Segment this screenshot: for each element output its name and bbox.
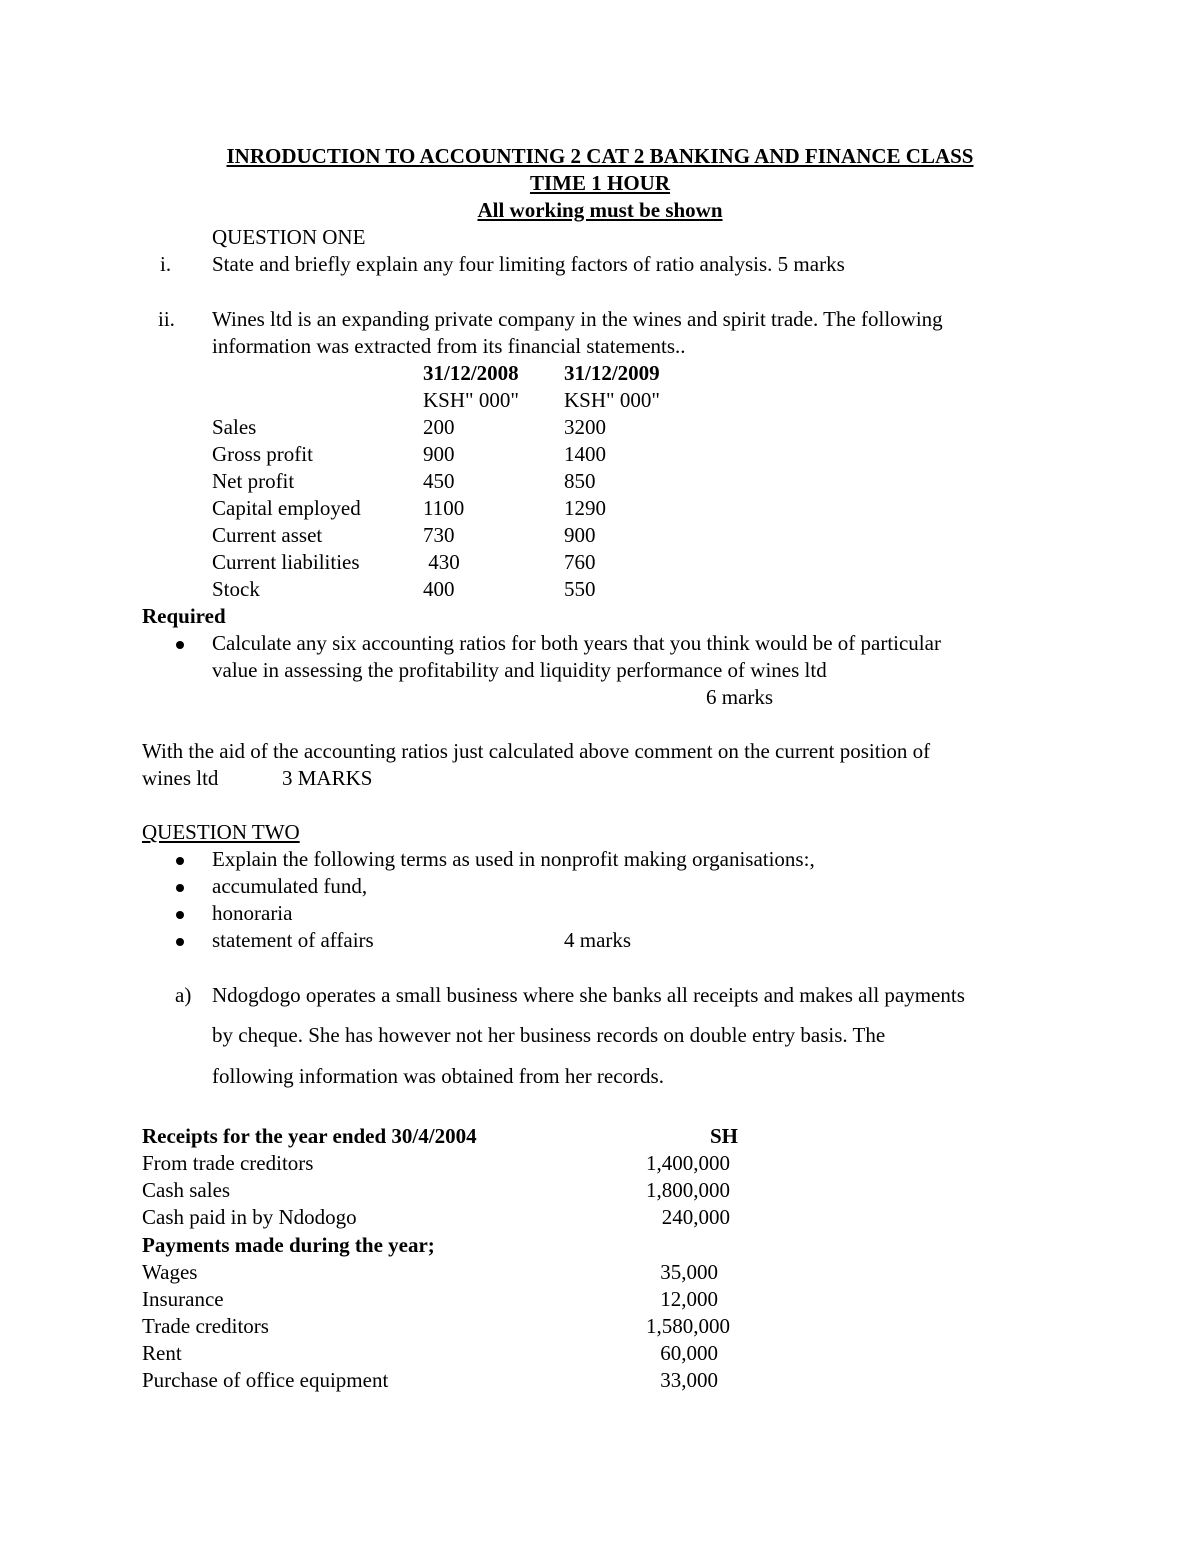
- part-a-line3: following information was obtained from her records.: [212, 1064, 664, 1088]
- row-value-2008: 400: [423, 577, 455, 601]
- row-value-2009: 550: [564, 577, 596, 601]
- row-value-2008: 730: [423, 523, 455, 547]
- payment-label: Wages: [142, 1260, 198, 1284]
- required-line1: Calculate any six accounting ratios for both years that you think would be of particular: [212, 631, 941, 655]
- part-a-line1: Ndogdogo operates a small business where she banks all receipts and makes all payments: [212, 983, 965, 1007]
- item-number-ii: ii.: [158, 307, 175, 331]
- row-label: Capital employed: [212, 496, 361, 520]
- payment-amount: 12,000: [660, 1287, 718, 1311]
- list-item: accumulated fund,: [212, 874, 368, 898]
- row-value-2009: 760: [564, 550, 596, 574]
- receipt-label: From trade creditors: [142, 1151, 314, 1175]
- question-one-part-ii-line2: information was extracted from its financial statements..: [212, 334, 686, 358]
- bullet-icon: [176, 857, 184, 865]
- payment-label: Insurance: [142, 1287, 224, 1311]
- list-item: honoraria: [212, 901, 293, 925]
- payment-label: Rent: [142, 1341, 182, 1365]
- bullet-icon: [176, 911, 184, 919]
- row-value-2009: 3200: [564, 415, 606, 439]
- required-heading: Required: [142, 604, 226, 628]
- row-value-2009: 1290: [564, 496, 606, 520]
- column-header-2008: 31/12/2008: [423, 361, 519, 385]
- column-header-2009: 31/12/2009: [564, 361, 660, 385]
- row-value-2008: 900: [423, 442, 455, 466]
- receipt-amount: 1,400,000: [646, 1151, 730, 1175]
- part-a-label: a): [175, 983, 192, 1007]
- row-label: Net profit: [212, 469, 295, 493]
- list-item: Explain the following terms as used in nonprofit making organisations:,: [212, 847, 815, 871]
- item-number-i: i.: [160, 252, 172, 276]
- part-a-line2: by cheque. She has however not her business records on double entry basis. The: [212, 1023, 886, 1047]
- receipt-label: Cash paid in by Ndodogo: [142, 1205, 357, 1229]
- row-value-2008: 430: [423, 550, 460, 574]
- question-one-part-ii-line1: Wines ltd is an expanding private company in the wines and spirit trade. The following: [212, 307, 943, 331]
- comment-line1: With the aid of the accounting ratios just calculated above comment on the current position of: [142, 739, 931, 763]
- row-label: Current asset: [212, 523, 323, 547]
- comment-marks: 3 MARKS: [282, 766, 373, 790]
- instruction: All working must be shown: [477, 198, 723, 222]
- payments-heading: Payments made during the year;: [142, 1233, 435, 1257]
- required-marks: 6 marks: [706, 685, 774, 709]
- row-label: Sales: [212, 415, 257, 439]
- payment-amount: 60,000: [660, 1341, 718, 1365]
- currency-header: SH: [709, 1124, 738, 1148]
- column-unit-2009: KSH" 000": [564, 388, 660, 412]
- payment-amount: 33,000: [660, 1368, 718, 1392]
- receipt-label: Cash sales: [142, 1178, 231, 1202]
- row-value-2008: 450: [423, 469, 455, 493]
- question-one-heading: QUESTION ONE: [212, 225, 366, 249]
- row-value-2009: 1400: [564, 442, 606, 466]
- comment-line2: wines ltd: [142, 766, 219, 790]
- row-value-2008: 200: [423, 415, 455, 439]
- required-line2: value in assessing the profitability and liquidity performance of wines ltd: [212, 658, 827, 682]
- row-value-2009: 850: [564, 469, 596, 493]
- question-one-part-i: State and briefly explain any four limiting factors of ratio analysis. 5 marks: [212, 252, 845, 276]
- row-label: Gross profit: [212, 442, 313, 466]
- row-value-2008: 1100: [423, 496, 465, 520]
- payment-label: Trade creditors: [142, 1314, 269, 1338]
- time-allowed: TIME 1 HOUR: [529, 171, 670, 195]
- question-two-heading: QUESTION TWO: [142, 820, 300, 844]
- row-label: Current liabilities: [212, 550, 360, 574]
- bullets-marks: 4 marks: [564, 928, 632, 952]
- receipt-amount: 240,000: [661, 1205, 730, 1229]
- row-label: Stock: [212, 577, 260, 601]
- receipt-amount: 1,800,000: [646, 1178, 730, 1202]
- payment-amount: 35,000: [660, 1260, 718, 1284]
- payment-amount: 1,580,000: [646, 1314, 730, 1338]
- payment-label: Purchase of office equipment: [142, 1368, 389, 1392]
- list-item: statement of affairs: [212, 928, 374, 952]
- document-title: INRODUCTION TO ACCOUNTING 2 CAT 2 BANKING AND FINANCE CLASS: [226, 144, 974, 168]
- column-unit-2008: KSH" 000": [423, 388, 519, 412]
- row-value-2009: 900: [564, 523, 596, 547]
- bullet-icon: [176, 641, 184, 649]
- bullet-icon: [176, 938, 184, 946]
- receipts-heading: Receipts for the year ended 30/4/2004: [142, 1124, 477, 1148]
- bullet-icon: [176, 884, 184, 892]
